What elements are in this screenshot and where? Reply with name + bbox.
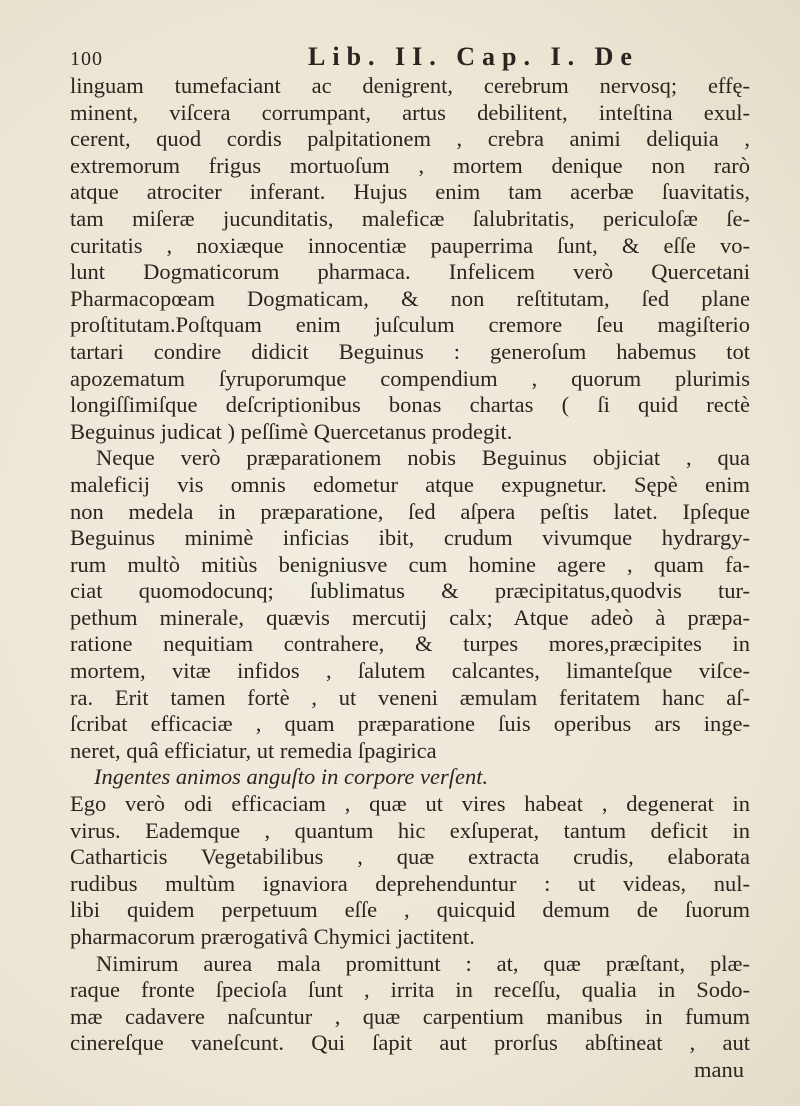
text-line: ratione nequitiam contrahere, & turpes mores,præcipites in <box>70 631 750 657</box>
text-line: extremorum frigus mortuoſum , mortem denique non rarò <box>70 152 750 178</box>
text-line: tartari condire didicit Beguinus : generoſum habemus tot <box>70 338 750 364</box>
text-line: rudibus multùm ignaviora deprehenduntur : ut videas, nul- <box>70 870 750 896</box>
text-line: apozematum ſyruporumque compendium , quorum plurimis <box>70 365 750 391</box>
text-line: pethum minerale, quævis mercutij calx; Atque adeò à præpa- <box>70 604 750 630</box>
text-line: neret, quâ efficiatur, ut remedia ſpagirica <box>70 737 437 763</box>
text-line: Nimirum aurea mala promittunt : at, quæ præſtant, plæ- <box>96 950 750 976</box>
page-number: 100 <box>70 48 103 70</box>
text-line: Ego verò odi efficaciam , quæ ut vires habeat , degenerat in <box>70 791 750 817</box>
text-line: linguam tumefaciant ac denigrent, cerebrum nervosq; effę- <box>70 73 750 98</box>
text-line: curitatis , noxiæque innocentiæ pauperrima ſunt, & eſſe vo- <box>70 232 750 258</box>
text-line: atque atrociter inferant. Hujus enim tam acerbæ ſuavitatis, <box>70 179 750 205</box>
text-line: Catharticis Vegetabilibus , quæ extracta crudis, elaborata <box>70 844 750 870</box>
text-line: lunt Dogmaticorum pharmaca. Infelicem verò Quercetani <box>70 259 750 285</box>
text-line: Neque verò præparationem nobis Beguinus objiciat , qua <box>96 445 750 471</box>
catchword: manu <box>694 1056 744 1082</box>
text-line: Beguinus judicat ) peſſimè Quercetanus prodegit. <box>70 418 513 444</box>
text-line: cerent, quod cordis palpitationem , crebra animi deliquia , <box>70 126 750 152</box>
text-line: minent, viſcera corrumpant, artus debilitent, inteſtina exul- <box>70 99 750 125</box>
text-line: maleficij vis omnis edometur atque expugnetur. Sępè enim <box>70 471 750 497</box>
text-line: Pharmacopœam Dogmaticam, & non reſtitutam, ſed plane <box>70 285 750 311</box>
body-text <box>70 73 750 1084</box>
text-line: Beguinus minimè inficias ibit, crudum vivumque hydrargy- <box>70 525 750 551</box>
text-line: cinereſque vaneſcunt. Qui ſapit aut prorſus abſtineat , aut <box>70 1030 750 1056</box>
text-line: ra. Erit tamen fortè , ut veneni æmulam feritatem hanc aſ- <box>70 684 750 710</box>
text-line: pharmacorum prærogativâ Chymici jactitent. <box>70 924 475 949</box>
text-line: Ingentes animos anguſto in corpore verſent. <box>94 764 489 790</box>
text-line: proſtitutam.Poſtquam enim juſculum cremore ſeu magiſterio <box>70 312 750 338</box>
text-line: tam miſeræ jucunditatis, maleficæ ſalubritatis, periculoſæ ſe- <box>70 205 750 231</box>
text-line: virus. Eademque , quantum hic exſuperat, tantum deficit in <box>70 817 750 843</box>
text-line: ciat quomodocunq; ſublimatus & præcipitatus,quodvis tur- <box>70 578 750 604</box>
running-head: Lib. II. Cap. I. De <box>308 42 639 71</box>
text-line: rum multò mitiùs benigniusve cum homine agere , quam fa- <box>70 551 750 577</box>
text-line: mæ cadavere naſcuntur , quæ carpentium manibus in fumum <box>70 1003 750 1029</box>
text-line: raque fronte ſpecioſa ſunt , irrita in receſſu, qualia in Sodo- <box>70 977 750 1003</box>
text-line: libi quidem perpetuum eſſe , quicquid demum de ſuorum <box>70 897 750 923</box>
text-line: non medela in præparatione, ſed aſpera peſtis latet. Ipſeque <box>70 498 750 524</box>
text-line: ſcribat efficaciæ , quam præparatione ſuis operibus ars inge- <box>70 711 750 737</box>
text-line: longiſſimiſque deſcriptionibus bonas chartas ( ſi quid rectè <box>70 392 750 418</box>
text-line: mortem, vitæ infidos , ſalutem calcantes, limanteſque viſce- <box>70 658 750 684</box>
